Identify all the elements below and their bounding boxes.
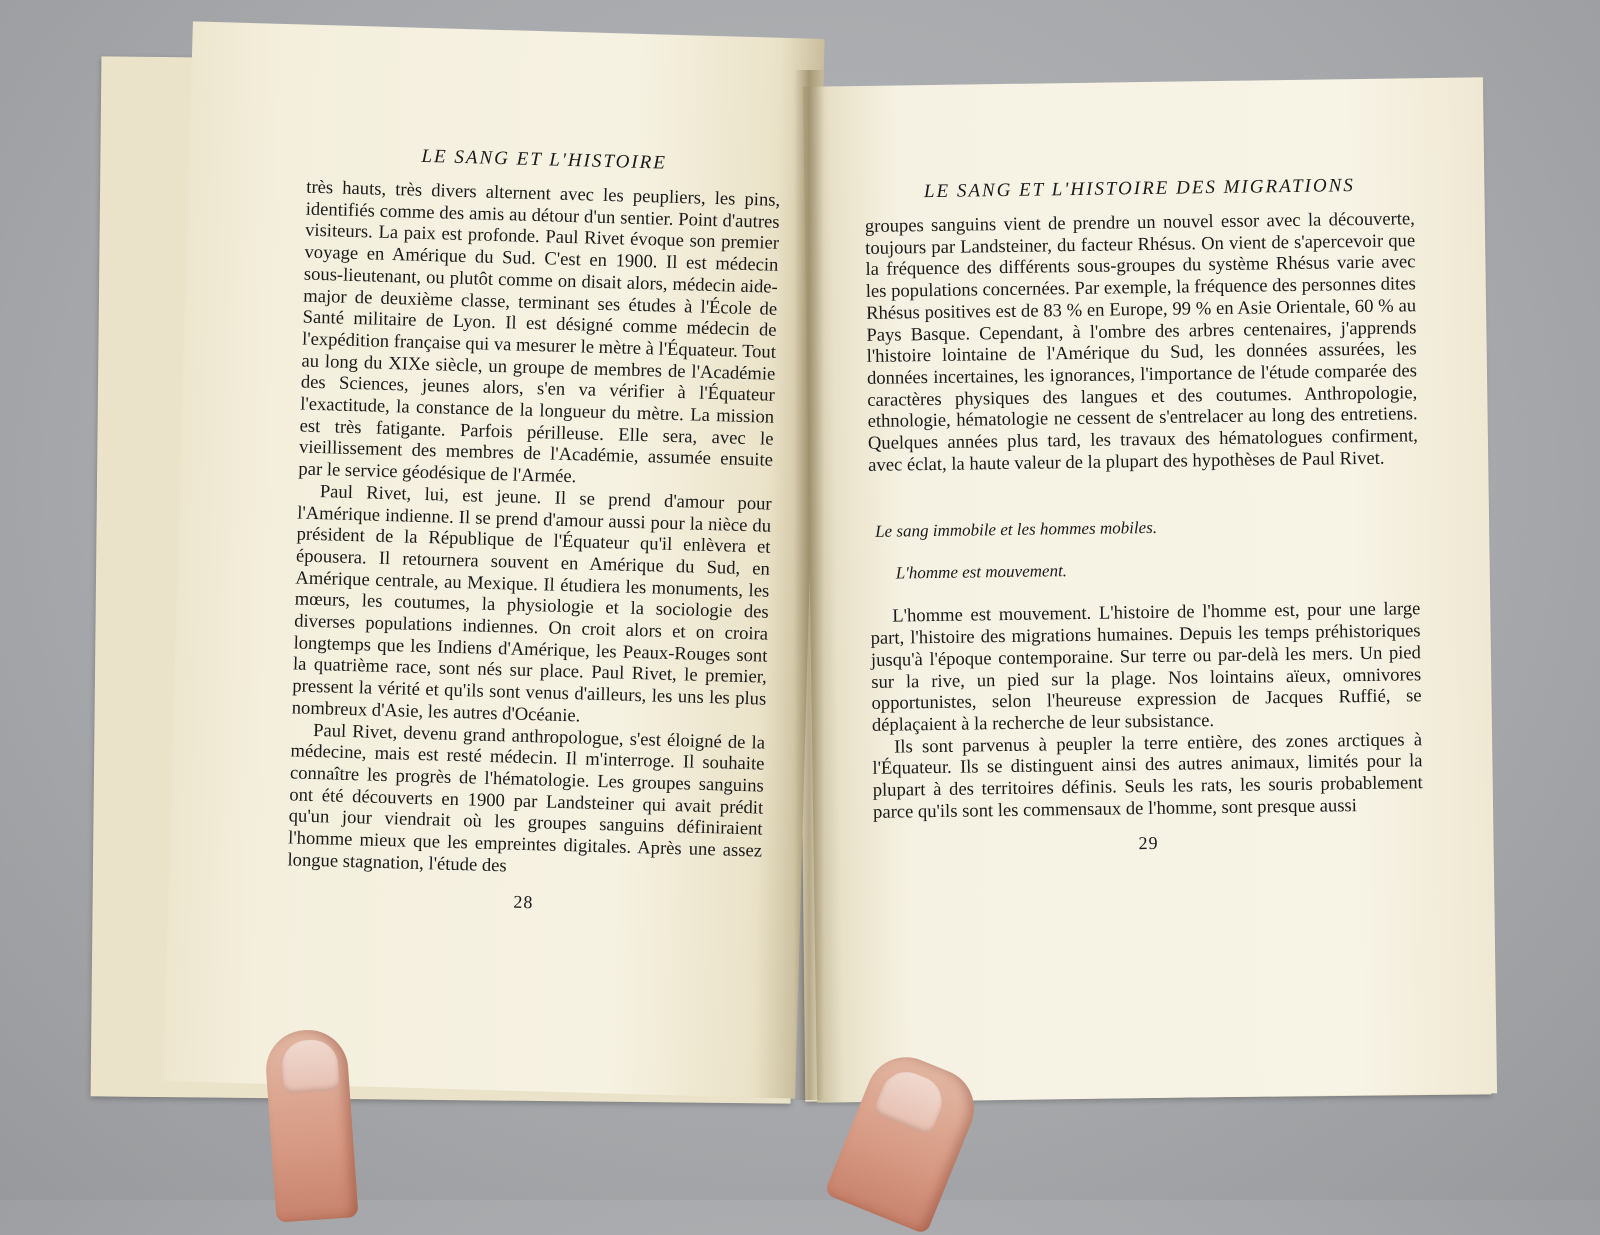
left-running-head: LE SANG ET L'HISTOIRE xyxy=(421,145,668,174)
right-body-text xyxy=(865,208,1419,476)
right-paragraph-2: L'homme est mouvement. L'histoire de l'homme est, pour une large part, l'histoire des migrations humaines. Depuis les temps préhistoriques jusqu'à l'époque contemporaine. Sur terre ou par-delà les mers. Un pied sur la rive, un pied sur la plage. Nos lointains aïeux, omnivores opportunistes, selon l'heureuse expression de Jacques Ruffié, se déplaçaient à la recherche de leur subsistance. xyxy=(870,598,1422,736)
right-paragraph-1: groupes sanguins vient de prendre un nouvel essor avec la découverte, toujours par Landsteiner, du facteur Rhésus. On vient de s'apercevoir que la fréquence des différents sous-groupes du système Rhésus varie avec les populations concernées. Par exemple, la fréquence des personnes dites Rhésus positives est de 83 % en Europe, 99 % en Asie Orientale, 60 % au Pays Basque. Cependant, à l'ombre des arbres centenaires, j'apprends l'histoire lointaine de l'Amérique du Sud, les données assurées, les données incertaines, les ignorances, l'importance de l'étude comparée des caractères physiques des langues et des coutumes. Anthropologie, ethnologie, hématologie ne cessent de s'entrelacer au long des entretiens. Quelques années plus tard, les travaux des hématologues confirment, avec éclat, la haute valeur de la plupart des hypothèses de Paul Rivet. xyxy=(864,208,1419,476)
right-page xyxy=(803,77,1497,1102)
left-page-number: 28 xyxy=(513,891,534,912)
subsection-heading: L'homme est mouvement. xyxy=(895,561,1068,583)
left-paragraph-2: Paul Rivet, lui, est jeune. Il se prend d'amour pour l'Amérique indienne. Il se prend d'amour aussi pour la nièce du président de la République de l'Équateur qu'il enlèvera et épousera. Il retournera souvent en Amérique du Sud, en Amérique centrale, au Mexique. Il étudiera les monuments, les mœurs, les coutumes, la physiologie et la sociologie des diverses populations indiennes. On croit alors et on croira longtemps que les Indiens d'Amérique, les Peaux-Rouges sont la quatrième race, sont nés sur place. Paul Rivet, le premier, pressent la vérité et qu'ils sont venus d'ailleurs, les uns les plus nombreux d'Asie, les autres d'Océanie. xyxy=(291,480,772,727)
left-paragraph-1: très hauts, très divers alternent avec les peupliers, les pins, identifiés comme des amis au détour d'un sentier. Point d'autres visiteurs. La paix est profonde. Paul Rivet évoque son premier voyage en Amérique du Sud. C'est en 1900. Il est médecin sous-lieutenant, ou plutôt comme on disait alors, médecin aide-major de deuxième classe, terminant ses études à l'École de Santé militaire de Lyon. Il est désigné comme médecin de l'expédition française qui va mesurer le mètre à l'Équateur. Tout au long du XIXe siècle, un groupe de membres de l'Académie des Sciences, jeunes alors, s'en va vérifier à l'Équateur l'exactitude, la constance de la longueur du mètre. La mission est très fatigante. Parfois périlleuse. Elle sera, avec le vieillissement des membres de l'Académie, assumée ensuite par le service géodésique de l'Armée. xyxy=(298,176,781,488)
right-running-head: LE SANG ET L'HISTOIRE DES MIGRATIONS xyxy=(923,175,1355,203)
left-page xyxy=(163,21,824,1098)
book-gutter-shadow xyxy=(794,70,824,1100)
right-body-text-2 xyxy=(870,599,1423,824)
left-body-text xyxy=(287,177,780,884)
section-heading: Le sang immobile et les hommes mobiles. xyxy=(875,518,1158,542)
right-paragraph-3: Ils sont parvenus à peupler la terre entière, des zones arctiques à l'Équateur. Ils se distinguent ainsi des autres animaux, limités pour la plupart à des territoires définis. Seuls les rats, les souris probablement parce qu'ils sont les commensaux de l'homme, sont presque aussi xyxy=(872,728,1423,823)
left-paragraph-3: Paul Rivet, devenu grand anthropologue, s'est éloigné de la médecine, mais est resté médecin. Il m'interroge. Il souhaite connaître les progrès de l'hématologie. Les groupes sanguins ont été découverts en 1900 par Landsteiner qui avait prédit qu'un jour viendrait où les groupes sanguins définiraient l'homme mieux que les empreintes digitales. Après une assez longue stagnation, l'étude des xyxy=(287,719,766,877)
right-page-number: 29 xyxy=(1138,833,1159,854)
